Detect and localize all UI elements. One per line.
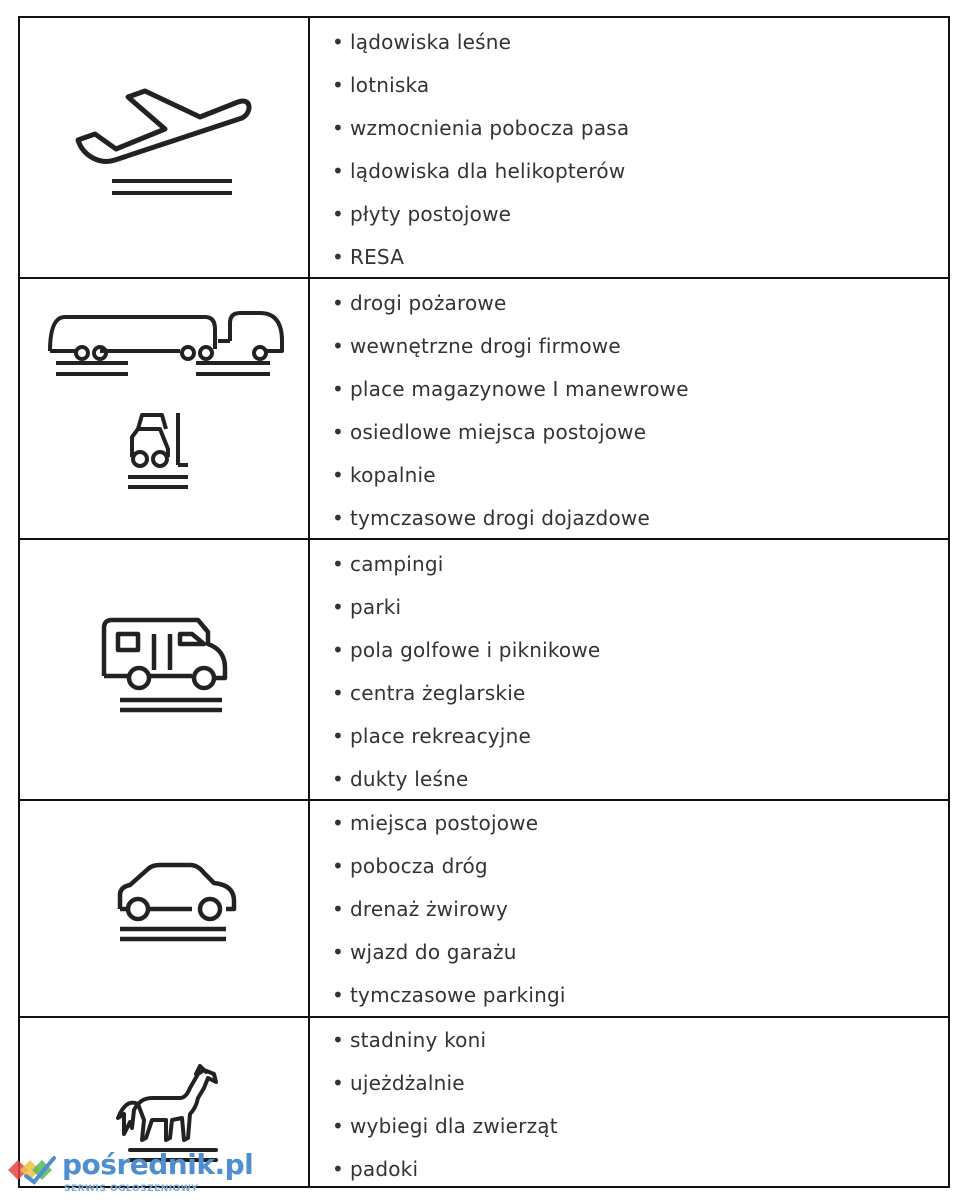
list-item: • pola golfowe i piknikowe — [332, 638, 600, 662]
list-item: • parki — [332, 595, 401, 619]
list-item: • padoki — [332, 1157, 418, 1181]
list-item: • wjazd do garażu — [332, 940, 517, 964]
list-item: • wzmocnienia pobocza pasa — [332, 116, 629, 140]
items-list — [310, 1018, 948, 1186]
list-item: • wybiegi dla zwierząt — [332, 1114, 558, 1138]
list-item: • campingi — [332, 552, 444, 576]
surface-applications-table — [18, 16, 950, 1188]
icon-cell — [19, 17, 309, 278]
airplane-takeoff-icon — [20, 18, 308, 277]
icon-cell — [19, 278, 309, 539]
list-item: • kopalnie — [332, 463, 436, 487]
list-item: • drogi pożarowe — [332, 291, 507, 315]
list-cell — [309, 539, 949, 800]
table-row — [19, 800, 949, 1017]
list-item: • place rekreacyjne — [332, 724, 531, 748]
list-item: • stadniny koni — [332, 1028, 486, 1052]
list-cell — [309, 17, 949, 278]
items-list — [310, 540, 948, 799]
list-item: • ujeżdżalnie — [332, 1071, 465, 1095]
list-item: • RESA — [332, 245, 404, 269]
list-item: • tymczasowe parkingi — [332, 983, 566, 1007]
list-item: • lądowiska leśne — [332, 30, 511, 54]
list-item: • drenaż żwirowy — [332, 897, 508, 921]
list-cell — [309, 800, 949, 1017]
icon-cell — [19, 800, 309, 1017]
items-list — [310, 18, 948, 277]
list-item: • wewnętrzne drogi firmowe — [332, 334, 621, 358]
watermark — [4, 1148, 264, 1200]
list-cell — [309, 1017, 949, 1187]
list-item: • płyty postojowe — [332, 202, 511, 226]
list-item: • lotniska — [332, 73, 429, 97]
table-row — [19, 17, 949, 278]
table-row — [19, 539, 949, 800]
camper-van-icon — [20, 540, 308, 799]
list-item: • osiedlowe miejsca postojowe — [332, 420, 646, 444]
list-item: • pobocza dróg — [332, 854, 488, 878]
items-list — [310, 801, 948, 1016]
car-icon — [20, 801, 308, 1016]
list-item: • miejsca postojowe — [332, 811, 538, 835]
truck-and-forklift-icon — [20, 279, 308, 538]
list-item: • place magazynowe I manewrowe — [332, 377, 689, 401]
table-row — [19, 278, 949, 539]
list-item: • tymczasowe drogi dojazdowe — [332, 506, 650, 530]
list-item: • centra żeglarskie — [332, 681, 525, 705]
watermark-tagline: SERWIS OGŁOSZENIOWY — [64, 1184, 199, 1194]
list-item: • dukty leśne — [332, 767, 468, 791]
list-item: • lądowiska dla helikopterów — [332, 159, 625, 183]
icon-cell — [19, 539, 309, 800]
watermark-brand: pośrednik.pl — [62, 1148, 254, 1181]
list-cell — [309, 278, 949, 539]
items-list — [310, 279, 948, 538]
posrednik-logo-icon — [4, 1152, 60, 1188]
